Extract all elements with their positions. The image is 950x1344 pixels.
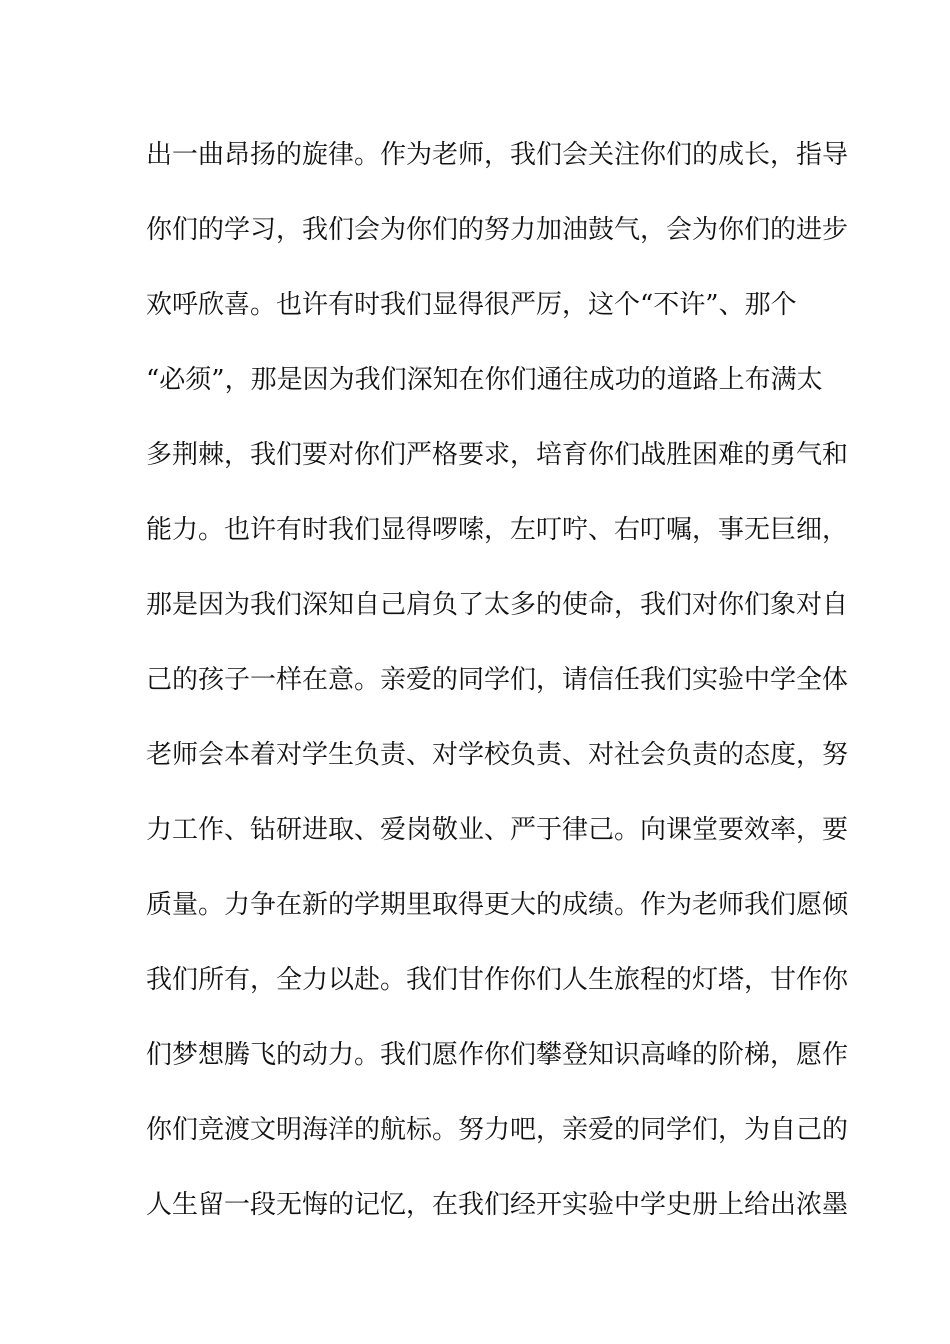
text-line: 那是因为我们深知自己肩负了太多的使命，我们对你们象对自: [146, 590, 849, 620]
text-line: 己的孩子一样在意。亲爱的同学们，请信任我们实验中学全体: [146, 665, 849, 695]
text-line: 出一曲昂扬的旋律。作为老师，我们会关注你们的成长，指导: [146, 140, 849, 170]
text-line: “必须”，那是因为我们深知在你们通往成功的道路上布满太: [146, 365, 823, 395]
text-line: 们梦想腾飞的动力。我们愿作你们攀登知识高峰的阶梯，愿作: [146, 1040, 849, 1070]
text-line: 你们的学习，我们会为你们的努力加油鼓气，会为你们的进步: [146, 215, 849, 245]
text-line: 多荆棘，我们要对你们严格要求，培育你们战胜困难的勇气和: [146, 440, 849, 470]
text-line: 老师会本着对学生负责、对学校负责、对社会负责的态度，努: [146, 740, 849, 770]
text-line: 质量。力争在新的学期里取得更大的成绩。作为老师我们愿倾: [146, 890, 849, 920]
text-line: 欢呼欣喜。也许有时我们显得很严厉，这个“不许”、那个: [146, 290, 797, 320]
body-text: [146, 130, 849, 1255]
text-line: 你们竞渡文明海洋的航标。努力吧，亲爱的同学们，为自己的: [146, 1115, 849, 1145]
text-line: 我们所有，全力以赴。我们甘作你们人生旅程的灯塔，甘作你: [146, 965, 849, 995]
text-line: 力工作、钻研进取、爱岗敬业、严于律己。向课堂要效率，要: [146, 815, 849, 845]
text-line: 能力。也许有时我们显得啰嗦，左叮咛、右叮嘱，事无巨细，: [146, 515, 849, 545]
text-line: 人生留一段无悔的记忆，在我们经开实验中学史册上给出浓墨: [146, 1190, 849, 1220]
